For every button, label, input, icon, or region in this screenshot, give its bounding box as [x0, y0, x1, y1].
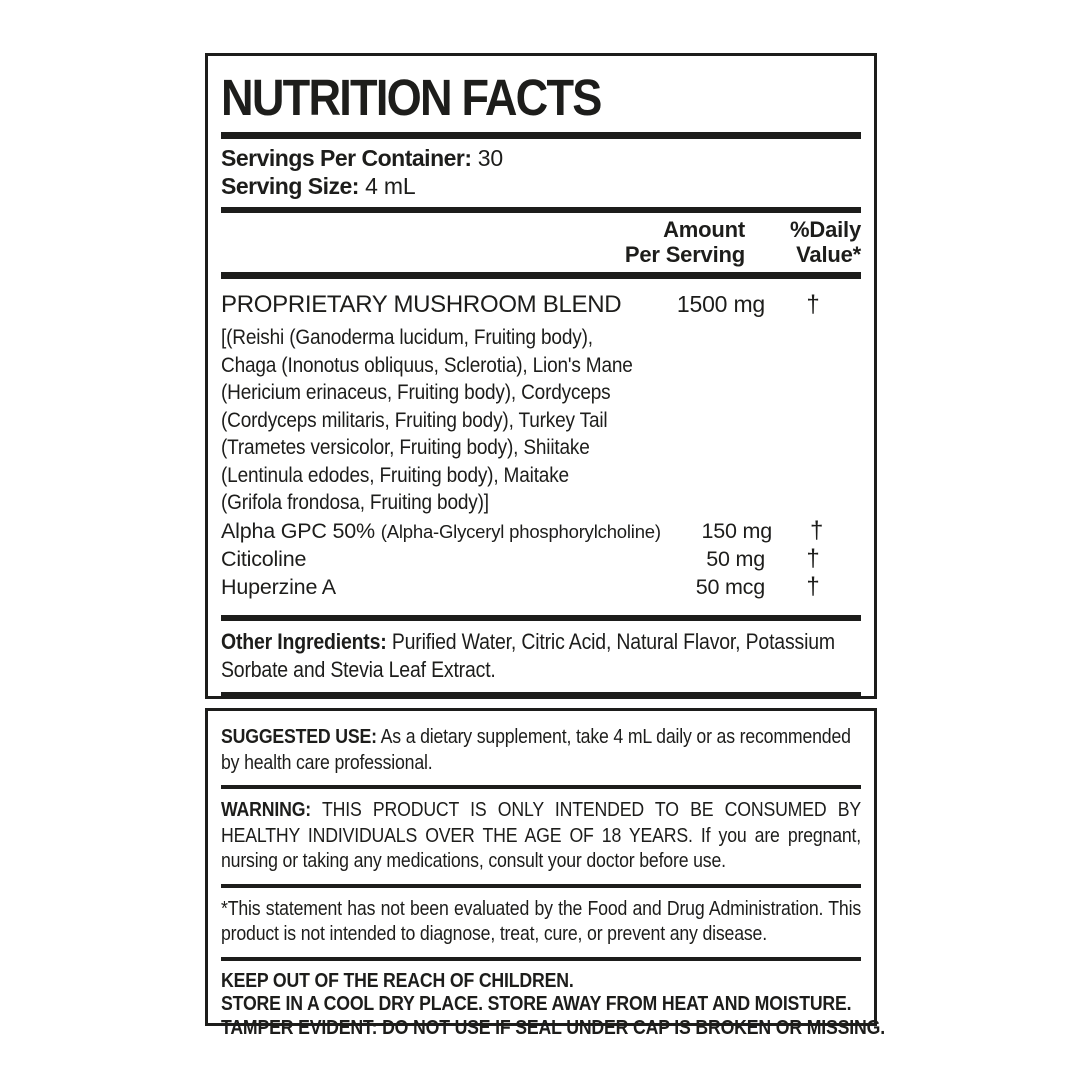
divider [221, 884, 861, 888]
ingredient-name: Huperzine A [221, 574, 336, 599]
other-ingredients-text: Purified Water, Citric Acid, Natural Flavor, Potassium Sorbate and Stevia Leaf Extract. [221, 628, 835, 682]
ingredient-daily-value-dagger: † [806, 544, 820, 572]
ingredient-row [221, 545, 861, 573]
component-line: (Trametes versicolor, Fruiting body), Shiitake [221, 435, 590, 459]
other-ingredients-label: Other Ingredients: [221, 628, 387, 654]
caution-line: STORE IN A COOL DRY PLACE. STORE AWAY FROM HEAT AND MOISTURE. [221, 993, 852, 1015]
ingredient-amount: 150 mg [701, 518, 773, 543]
servings-per-container-value: 30 [477, 145, 503, 171]
warning-text: If you are pregnant, nursing or taking any medications, consult your doctor before use. [221, 824, 862, 872]
divider [221, 615, 861, 621]
blend-amount: 1500 mg [676, 291, 765, 317]
ingredient-name: Citicoline [221, 546, 307, 571]
component-line: Chaga (Inonotus obliquus, Sclerotia), Lion's Mane [221, 352, 633, 377]
column-header-daily-value: %Daily Value* [790, 217, 861, 267]
blend-components [221, 324, 861, 517]
serving-size-label: Serving Size: [221, 173, 359, 199]
ingredient-note: (Alpha-Glyceryl phosphorylcholine) [380, 520, 661, 542]
component-line: (Cordyceps militaris, Fruiting body), Turkey Tail [221, 407, 608, 432]
info-panel [205, 708, 885, 1039]
suggested-use-text: As a dietary supplement, take 4 mL daily or as recommended by health care professional. [221, 726, 851, 774]
ingredient-amount: 50 mcg [695, 574, 765, 599]
divider [221, 785, 861, 789]
divider [221, 692, 861, 697]
component-line: (Lentinula edodes, Fruiting body), Maitake [221, 462, 569, 487]
blend-name: PROPRIETARY MUSHROOM BLEND [221, 291, 622, 318]
divider [221, 272, 861, 279]
divider [221, 207, 861, 213]
serving-size-value: 4 mL [365, 173, 416, 199]
other-ingredients [221, 628, 861, 684]
servings-per-container [221, 144, 861, 172]
cautions [221, 969, 885, 1041]
suggested-use [221, 725, 861, 776]
serving-size [221, 172, 861, 200]
ingredient-daily-value-dagger: † [809, 516, 824, 544]
nutrition-facts-panel [205, 53, 877, 699]
ingredient-row [221, 517, 861, 545]
warning-text-caps: THIS PRODUCT IS ONLY INTENDED TO BE CONSUMED BY HEALTHY INDIVIDUALS OVER THE AGE OF 18 YEARS. [221, 799, 862, 847]
warning-label: WARNING: [221, 799, 312, 821]
component-line: (Hericium erinaceus, Fruiting body), Cordyceps [221, 380, 611, 404]
warning [221, 798, 861, 875]
fda-disclaimer: *This statement has not been evaluated by the Food and Drug Administration. This product is not intended to diagnose, treat, cure, or prevent any disease. [221, 897, 862, 945]
column-headers [221, 217, 861, 267]
suggested-use-label: SUGGESTED USE: [221, 726, 377, 748]
servings-block [221, 144, 861, 200]
ingredient-row [221, 573, 861, 601]
divider [221, 957, 861, 961]
ingredient-daily-value-dagger: † [806, 572, 820, 600]
component-line: [(Reishi (Ganoderma lucidum, Fruiting body), [221, 325, 593, 349]
servings-per-container-label: Servings Per Container: [221, 145, 472, 171]
blend-row [221, 291, 861, 318]
ingredient-name: Alpha GPC 50% (Alpha-Glyceryl phosphorylcholine) [221, 518, 661, 543]
column-header-amount: Amount Per Serving [624, 217, 745, 267]
component-line: (Grifola frondosa, Fruiting body)] [221, 490, 489, 514]
divider [221, 132, 861, 139]
caution-line: KEEP OUT OF THE REACH OF CHILDREN. [221, 969, 574, 992]
panel-title: NUTRITION FACTS [221, 69, 601, 126]
blend-daily-value-dagger: † [806, 291, 820, 318]
ingredient-amount: 50 mg [706, 546, 765, 571]
caution-line: TAMPER EVIDENT: DO NOT USE IF SEAL UNDER CAP IS BROKEN OR MISSING. [221, 1016, 885, 1039]
